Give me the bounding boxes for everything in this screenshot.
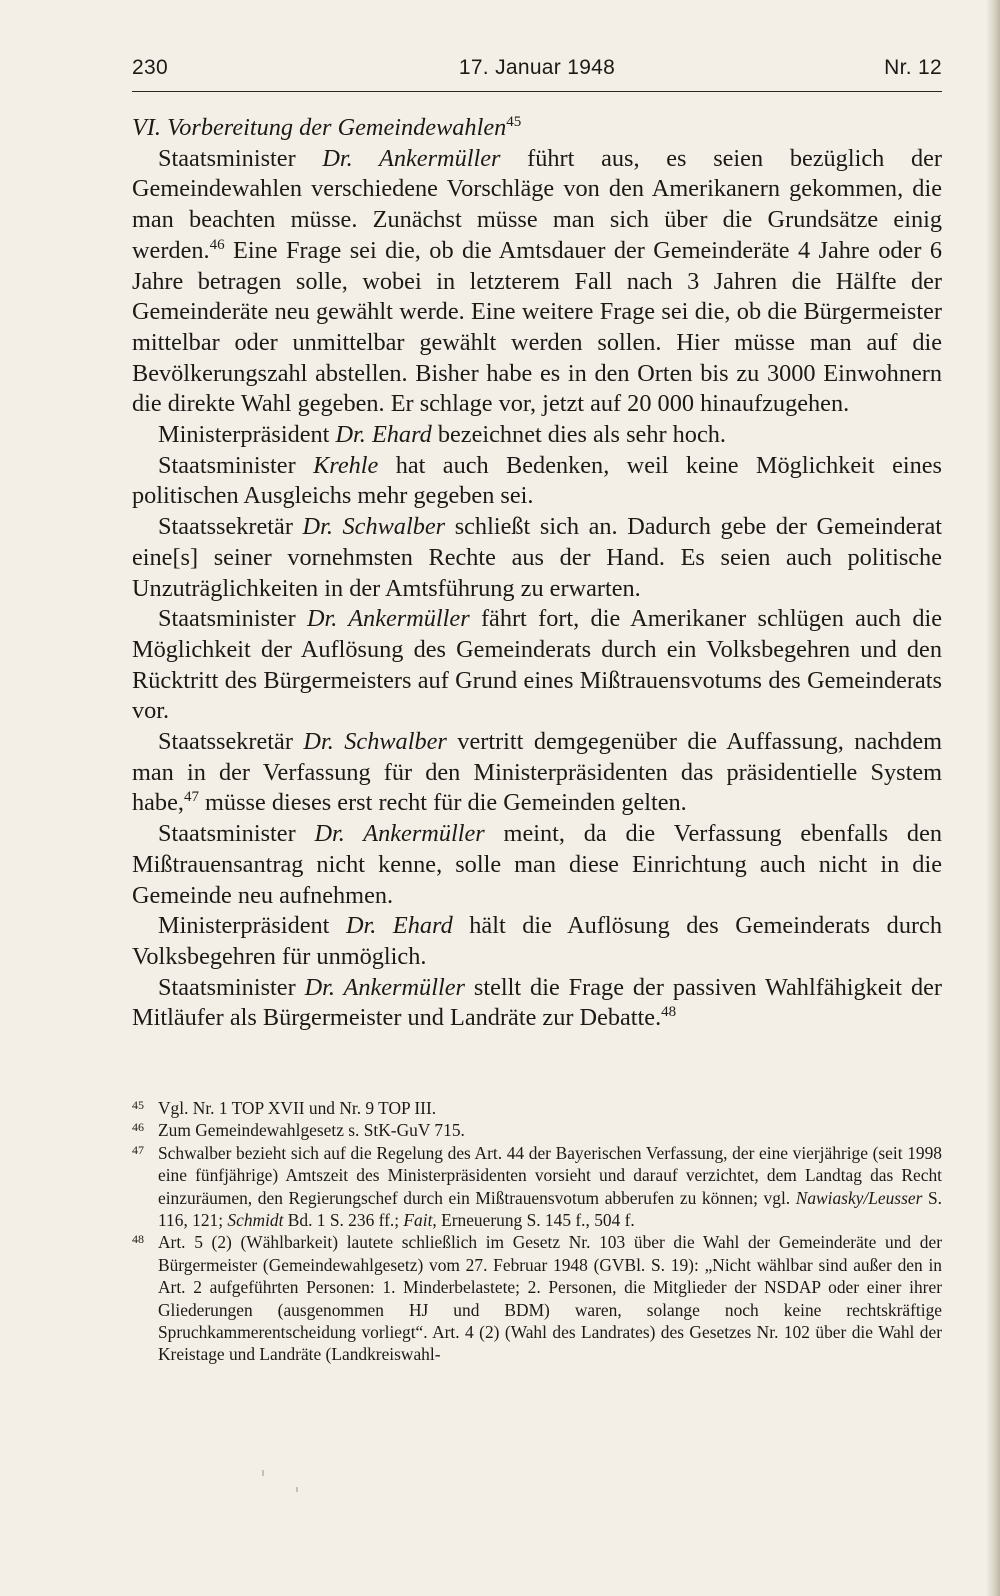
text-run: schließt sich an. Dadurch gebe der Gemeinderat eine[s] seiner vornehmsten Rechte aus der Hand. Es seien auch politische Unzuträglichkeiten in der Amtsführung zu erwarten. bbox=[132, 513, 942, 602]
header-issue: Nr. 12 bbox=[884, 56, 942, 79]
cited-author: Fait bbox=[403, 1210, 433, 1231]
paragraph bbox=[132, 512, 942, 604]
footnote bbox=[132, 1119, 942, 1141]
text-run: bezeichnet dies als sehr hoch. bbox=[431, 421, 726, 449]
cited-author: Nawiasky/Leusser bbox=[795, 1187, 923, 1208]
footnote-text: Zum Gemeindewahlgesetz s. StK-GuV 715. bbox=[158, 1120, 465, 1141]
paragraph bbox=[132, 819, 942, 911]
paragraphs bbox=[132, 144, 942, 1034]
text-run: führt aus, es seien bezüglich der Gemeindewahlen verschiedene Vorschläge von den Amerikanern gekommen, die man beachten müsse. Zunächst müsse man sich über die Grundsätze einig werden. bbox=[132, 144, 942, 264]
section-title: VI. Vorbereitung der Gemeindewahlen bbox=[132, 114, 507, 141]
main-text bbox=[132, 113, 942, 1034]
text-run: Staatsminister bbox=[158, 605, 307, 633]
footnote-ref: 47 bbox=[183, 789, 199, 806]
footnote-number: 47 bbox=[132, 1142, 144, 1157]
person-name: Dr. Ankermüller bbox=[322, 144, 501, 172]
paragraph bbox=[132, 727, 942, 819]
footnote-text: Vgl. Nr. 1 TOP XVII und Nr. 9 TOP III. bbox=[158, 1098, 437, 1118]
text-run: hält die Auflösung des Gemeinderats durch Volksbegehren für unmöglich. bbox=[132, 912, 942, 970]
page-number: 230 bbox=[132, 56, 168, 79]
paper-mark bbox=[262, 1470, 264, 1476]
paper-mark bbox=[296, 1487, 298, 1492]
text-run: fährt fort, die Amerikaner schlügen auch die Möglichkeit der Auflösung des Gemeinderats durch ein Volksbegehren und den Rücktritt des Bürgermeisters auf Grund eines Mißtrauensvotums des Gemeinderats vor. bbox=[132, 605, 943, 725]
footnote bbox=[132, 1142, 942, 1232]
paragraph bbox=[132, 451, 942, 512]
header-date: 17. Januar 1948 bbox=[458, 56, 616, 79]
paragraph bbox=[132, 973, 942, 1034]
footnote-number: 48 bbox=[132, 1232, 144, 1247]
text-run: Staatsminister bbox=[158, 820, 315, 848]
person-name: Dr. Ankermüller bbox=[304, 973, 465, 1001]
person-name: Dr. Ankermüller bbox=[314, 820, 485, 848]
text-run: Staatsminister bbox=[158, 973, 305, 1001]
footnote-text: Schwalber bezieht sich auf die Regelung des Art. 44 der Bayerischen Verfassung, der eine vierjährige (seit 1998 eine fünfjährige) Amtszeit des Ministerpräsidenten vorsieht und darauf verzichtet, dem Landtag das Recht einzuräumen, den Regierungschef durch ein Mißtrauensvotum abberufen zu können; vgl. bbox=[158, 1142, 942, 1208]
footnote-text: Art. 5 (2) (Wählbarkeit) lautete schließlich im Gesetz Nr. 103 über die Wahl der Gemeinderäte und der Bürgermeister (Gemeindewahlgesetz) vom 27. Februar 1948 (GVBl. S. 19): „Nicht wählbar sind außer den in Art. 2 aufgeführten Personen: 1. Minderbelastete; 2. Personen, die Mitglieder der NSDAP oder einer ihrer Gliederungen (ausgenommen HJ und BDM) waren, solange noch keine rechtskräftige Spruchkammerentscheidung vorliegt“. Art. 4 (2) (Wahl des Landrates) des Gesetzes Nr. 102 über die Wahl der Kreistage und Landräte (Landkreiswahl- bbox=[158, 1232, 942, 1365]
text-run: Ministerpräsident bbox=[158, 912, 346, 940]
footnote bbox=[132, 1097, 942, 1119]
person-name: Dr. Schwalber bbox=[302, 513, 446, 541]
paragraph bbox=[132, 420, 942, 451]
running-header bbox=[132, 56, 942, 90]
page-edge bbox=[986, 0, 1000, 1596]
text-run: Staatsminister bbox=[158, 144, 323, 172]
paragraph bbox=[132, 144, 942, 420]
footnote-text: S. 116, 121; bbox=[158, 1187, 942, 1231]
footnote-text: , Erneuerung S. 145 f., 504 f. bbox=[432, 1210, 635, 1231]
text-run: vertritt demgegenüber die Auffassung, nachdem man in der Verfassung für den Ministerpräsidenten das präsidentielle System habe, bbox=[132, 728, 943, 817]
section-heading bbox=[132, 113, 942, 144]
footnote-number: 46 bbox=[132, 1120, 144, 1135]
footnote-text: Bd. 1 S. 236 ff.; bbox=[283, 1210, 404, 1231]
text-run: hat auch Bedenken, weil keine Möglichkeit eines politischen Ausgleichs mehr gegeben sei. bbox=[132, 451, 942, 510]
text-run: Staatssekretär bbox=[158, 728, 304, 756]
text-run: meint, da die Verfassung ebenfalls den Mißtrauensantrag nicht kenne, solle man diese Einrichtung auch nicht in die Gemeinde neu aufnehmen. bbox=[132, 820, 942, 909]
text-run: Ministerpräsident bbox=[158, 421, 336, 449]
footnote-ref: 48 bbox=[661, 1004, 677, 1021]
footnote-number: 45 bbox=[132, 1098, 144, 1112]
text-run: Staatsminister bbox=[158, 451, 314, 479]
person-name: Dr. Schwalber bbox=[303, 728, 447, 756]
header-rule bbox=[132, 91, 942, 92]
text-run: stellt die Frage der passiven Wahlfähigkeit der Mitläufer als Bürgermeister und Landräte zur Debatte. bbox=[132, 973, 943, 1032]
footnotes bbox=[132, 1097, 942, 1366]
person-name: Dr. Ehard bbox=[345, 912, 453, 940]
paragraph bbox=[132, 604, 942, 727]
text-run: müsse dieses erst recht für die Gemeinden gelten. bbox=[198, 789, 687, 817]
paragraph bbox=[132, 911, 942, 972]
person-name: Dr. Ankermüller bbox=[306, 605, 470, 633]
footnote-ref: 46 bbox=[209, 236, 225, 253]
footnote bbox=[132, 1231, 942, 1365]
person-name: Dr. Ehard bbox=[335, 421, 432, 449]
footnote-ref: 45 bbox=[506, 114, 522, 130]
text-run: Eine Frage sei die, ob die Amtsdauer der Gemeinderäte 4 Jahre oder 6 Jahre betragen solle, wobei in letzterem Fall nach 3 Jahren die Hälfte der Gemeinderäte neu gewählt werde. Eine weitere Frage sei die, ob die Bürgermeister mittelbar oder unmittelbar gewählt werden sollen. Hier müsse man auf die Bevölkerungszahl abstellen. Bisher habe es in den Orten bis zu 3000 Einwohnern die direkte Wahl gegeben. Er schlage vor, jetzt auf 20 000 hinaufzugehen. bbox=[132, 236, 942, 418]
cited-author: Schmidt bbox=[227, 1210, 284, 1231]
text-run: Staatssekretär bbox=[158, 513, 303, 541]
person-name: Krehle bbox=[313, 451, 379, 479]
